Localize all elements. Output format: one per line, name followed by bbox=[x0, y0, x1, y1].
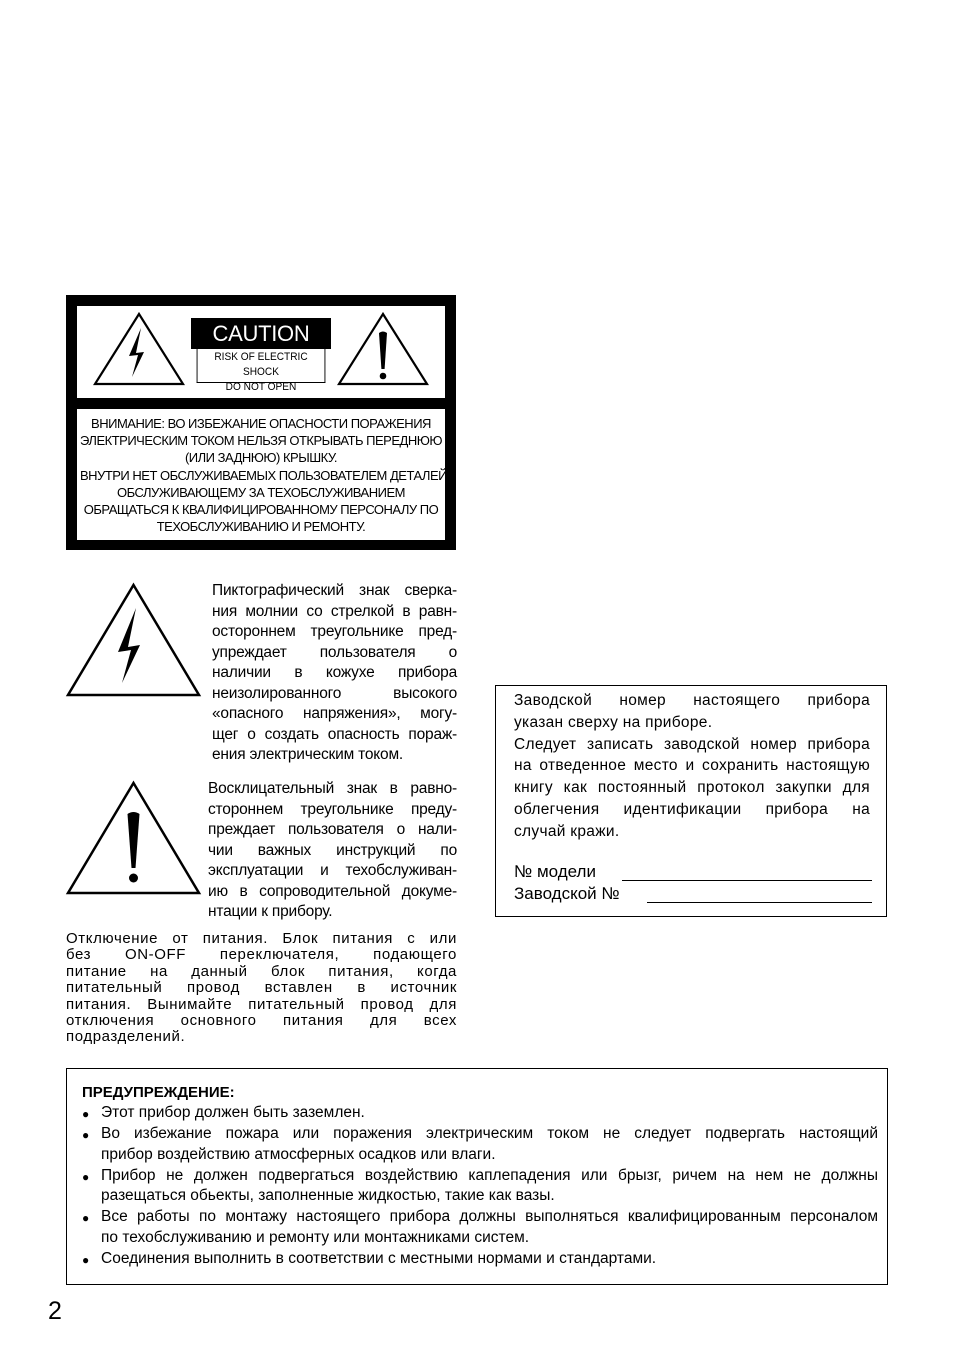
note-line: Заводской номер настоящего прибора bbox=[514, 692, 870, 709]
list-item bbox=[82, 1166, 878, 1207]
note-line: случай кражи. bbox=[514, 822, 620, 840]
bullet-icon: ● bbox=[82, 1128, 90, 1142]
caution-subtitle-line: DO NOT OPEN bbox=[225, 381, 297, 393]
description-line: Восклицательный знак в равно- bbox=[208, 780, 457, 797]
serial-number-label: Заводской № bbox=[514, 884, 620, 903]
power-disconnect-notice bbox=[66, 931, 457, 1046]
model-number-label: № модели bbox=[514, 862, 596, 881]
warning-title: ПРЕДУПРЕЖДЕНИЕ: bbox=[82, 1084, 235, 1101]
exclamation-symbol-description bbox=[208, 779, 457, 923]
list-item-line: прибор воздействию атмосферных осадков или влаги. bbox=[101, 1145, 496, 1163]
list-item bbox=[82, 1207, 878, 1248]
caution-title: CAUTION bbox=[191, 318, 331, 349]
list-item-line: Этот прибор должен быть заземлен. bbox=[101, 1104, 365, 1121]
exclamation-triangle-icon bbox=[65, 780, 202, 896]
lightning-triangle-icon bbox=[92, 311, 186, 386]
description-line: ения электрическим током. bbox=[212, 746, 404, 763]
caution-warning-line: ОБРАЩАТЬСЯ К КВАЛИФИЦИРОВАННОМУ ПЕРСОНАЛУ ПО bbox=[83, 502, 439, 518]
notice-line: отключения основного питания для всех bbox=[66, 1012, 457, 1030]
note-line: Следует записать заводской номер прибора bbox=[514, 735, 870, 753]
description-line: эксплуатации и техобслуживан- bbox=[208, 862, 457, 879]
model-number-field[interactable] bbox=[622, 880, 872, 881]
caution-warning-text bbox=[80, 415, 451, 535]
bullet-icon: ● bbox=[82, 1211, 90, 1225]
description-line: остороннем треугольнике пред- bbox=[212, 623, 457, 640]
caution-subtitle-line: RISK OF ELECTRIC SHOCK bbox=[214, 351, 308, 378]
lightning-triangle-icon bbox=[65, 582, 202, 698]
caution-warning-line: ЭЛЕКТРИЧЕСКИМ ТОКОМ НЕЛЬЗЯ ОТКРЫВАТЬ ПЕРЕДНЮЮ bbox=[80, 433, 442, 449]
description-line: Пиктографический знак сверка- bbox=[212, 582, 457, 599]
description-line: неизолированного высокого bbox=[212, 684, 457, 702]
list-item-line: по техобслуживанию и ремонту или монтажниками систем. bbox=[101, 1228, 530, 1246]
lightning-symbol-description bbox=[212, 581, 457, 766]
notice-line: питание на данный блок питания, когда bbox=[66, 962, 457, 980]
notice-line: подразделений. bbox=[66, 1028, 186, 1046]
list-item-line: Соединения выполнить в соответствии с местными нормами и стандартами. bbox=[101, 1249, 657, 1267]
description-line: наличии в кожухе прибора bbox=[212, 664, 457, 681]
caution-warning-line: ВНУТРИ НЕТ ОБСЛУЖИВАЕМЫХ ПОЛЬЗОВАТЕЛЕМ ДЕТАЛЕЙ. bbox=[80, 467, 451, 483]
note-line: указан сверху на приборе. bbox=[514, 713, 713, 731]
description-line: ния молнии со стрелкой в равн- bbox=[212, 602, 457, 620]
list-item-line: Все работы по монтажу настоящего прибора должны выполняться квалифицированным персоналом bbox=[101, 1208, 878, 1225]
note-line: облегчения идентификации прибора на bbox=[514, 800, 870, 818]
description-line: стороннем треугольнике преду- bbox=[208, 800, 457, 818]
bullet-icon: ● bbox=[82, 1107, 90, 1121]
list-item bbox=[82, 1103, 878, 1124]
description-line: щег о создать опасность пораж- bbox=[212, 725, 457, 743]
list-item-line: разещаться обьекты, заполненные жидкостью, такие как вазы. bbox=[101, 1187, 555, 1204]
notice-line: питания. Вынимайте питательный провод для bbox=[66, 995, 457, 1013]
serial-number-field[interactable] bbox=[647, 902, 872, 903]
description-line: преждает пользователя о нали- bbox=[208, 821, 457, 838]
exclamation-triangle-icon bbox=[336, 311, 430, 386]
description-line: «опасного напряжения», могу- bbox=[212, 705, 457, 722]
caution-warning-line: (ИЛИ ЗАДНЮЮ) КРЫШКУ. bbox=[184, 450, 338, 466]
notice-line: без ON-OFF переключателя, подающего bbox=[66, 946, 457, 964]
caution-warning-line: ТЕХОБСЛУЖИВАНИЮ И РЕМОНТУ. bbox=[156, 519, 366, 535]
notice-line: Отключение от питания. Блок питания с или bbox=[66, 930, 457, 947]
notice-line: питательный провод вставлен в источник bbox=[66, 979, 457, 997]
description-line: упреждает пользователя о bbox=[212, 643, 457, 661]
bullet-icon: ● bbox=[82, 1252, 90, 1267]
warning-list bbox=[82, 1103, 878, 1270]
serial-number-note bbox=[514, 690, 870, 843]
list-item bbox=[82, 1124, 878, 1165]
list-item-line: Во избежание пожара или поражения электрическим током не следует подвергать настоящий bbox=[101, 1125, 878, 1142]
caution-warning-line: ВНИМАНИЕ: ВО ИЗБЕЖАНИЕ ОПАСНОСТИ ПОРАЖЕНИЯ bbox=[91, 416, 431, 431]
list-item-line: Прибор не должен подвергаться воздействию каплепадения или брызг, ричем на нем не должны bbox=[101, 1166, 878, 1184]
description-line: ию в сопроводительной докуме- bbox=[208, 882, 457, 900]
description-line: чии важных инструкций по bbox=[208, 841, 457, 859]
page-number: 2 bbox=[48, 1297, 62, 1325]
caution-subtitle bbox=[197, 349, 326, 393]
note-line: книгу как постоянный протокол закупки для bbox=[514, 779, 870, 797]
description-line: нтации к прибору. bbox=[208, 903, 333, 920]
caution-warning-line: ОБСЛУЖИВАЮЩЕМУ ЗА ТЕХОБСЛУЖИВАНИЕМ bbox=[117, 484, 405, 500]
list-item bbox=[82, 1249, 878, 1270]
bullet-icon: ● bbox=[82, 1169, 90, 1184]
note-line: на отведенное место и сохранить настоящую bbox=[514, 757, 870, 775]
